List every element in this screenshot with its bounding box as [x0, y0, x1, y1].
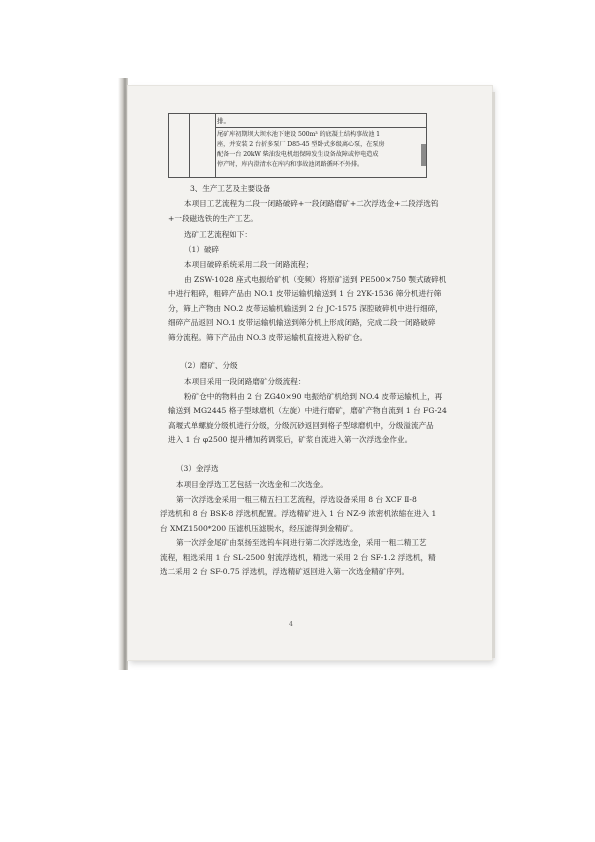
- flotation-paragraph: 本项目金浮选工艺包括一次选金和二次选金。 第一次浮选金采用一粗三精五扫工艺流程，浮选设备采用 8 台 XCF Ⅱ-8 浮选机和 8 台 BSK-8 浮选机配置。浮选精矿进入 1 台 NZ-9 浓密机浓缩在进入 1 台 XMZ1500*200 压滤机压滤脱水，经压滤得到金精矿。 第一次浮金尾矿由泵扬至选钨车间进行第二次浮选选金，采用一粗二精工艺 流程，粗选采用 1 台 SL-2500 射流浮选机，精选一采用 2 台 SF-1.2 浮选机，精 选二采用 2 台 SF-0.75 浮选机，浮选精矿返回进入第一次选金精矿序列。: [160, 480, 437, 576]
- page-number: 4: [289, 621, 293, 628]
- table-row-1-text: 排。: [217, 117, 230, 125]
- flow-label: 选矿工艺流程如下：: [184, 230, 252, 239]
- section-heading: 3、生产工艺及主要设备: [190, 184, 271, 193]
- table-row-divider: [215, 127, 426, 128]
- table-row-2-text: 尾矿库初期坝大坝水池下建设 500m³ 的底凝土结构事故池 1 座，并安装 2 台折多泵厂 D85-45 型卧式多级离心泵，在泵房 配备一台 20kW 柴油发电机组保障发生设备故障或停电造成 停产时，库内澄清水在库内和事故池闭路循环不外排。: [217, 131, 385, 168]
- scan-mark: [421, 144, 426, 166]
- scan-binding-shadow: [118, 78, 128, 670]
- grinding-paragraph: 本项目采用一段闭路磨矿分级流程： 粉矿仓中的物料由 2 台 ZG40×90 电振给矿机给到 NO.4 皮带运输机上，再 输送到 MG2445 格子型球磨机（左旋）中进行磨矿，磨矿产物自流到 1 台 FG-24 高堰式单螺旋分级机进行分级，分级沉砂返回到格子型球磨机中，分级溢流产品 进入 1 台 φ2500 提升槽加药调浆后，矿浆自流进入第一次浮选金作业。: [168, 377, 447, 444]
- subsection-title-crushing: （1）破碎: [184, 245, 219, 254]
- table-column-2: [189, 114, 216, 177]
- crushing-paragraph: 本项目破碎系统采用二段一闭路流程； 由 ZSW-1028 座式电振给矿机（变频）将原矿送到 PE500×750 颚式破碎机 中进行粗碎，粗碎产品由 NO.1 皮带运输机输送到 1 台 2YK-1536 筛分机进行筛 分，筛上产物由 NO.2 皮带运输机输送到 2 台 JC-1575 深腔破碎机中进行细碎， 细碎产品返回 NO.1 皮带运输机输送到筛分机上形成闭路，完成二段一闭路破碎 筛分流程。筛下产品由 NO.3 皮带运输机直接进入粉矿仓。: [168, 260, 447, 342]
- intro-paragraph: 本项目工艺流程为二段一闭路破碎+一段闭路磨矿+二次浮选金+二段浮选钨 +一段磁选铁的生产工艺。: [168, 199, 439, 223]
- subsection-title-flotation: （3）金浮选: [176, 464, 219, 473]
- page-edge-shadow: [492, 92, 495, 658]
- table-fragment: [168, 113, 427, 178]
- table-column-1: [169, 114, 190, 177]
- subsection-title-grinding: （2）磨矿、分级: [180, 361, 238, 370]
